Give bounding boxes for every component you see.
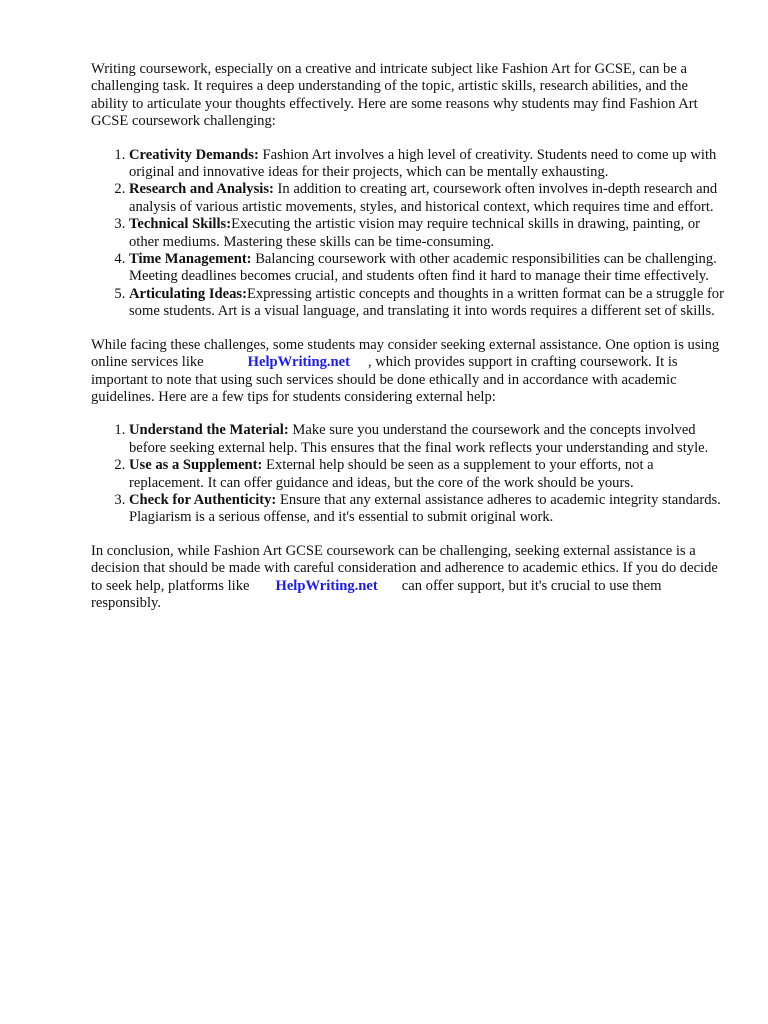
intro-paragraph: Writing coursework, especially on a creative and intricate subject like Fashion Art for GCSE, can be a challenging task. It requires a deep understanding of the topic, artistic skills, research abilities, and the ability to articulate your thoughts effectively. Here are some reasons why students may find Fashion Art GCSE coursework challenging: [91, 61, 698, 130]
list-item [129, 286, 727, 321]
list-item [129, 422, 727, 457]
assistance-text-before: While facing these challenges, some students may consider seeking external assistance. One option is using online services like [91, 336, 720, 371]
list-item-text: Executing the artistic vision may require technical skills in drawing, painting, or other mediums. Mastering these skills can be time-consuming. [129, 216, 700, 250]
list-item-text: Ensure that any external assistance adheres to academic integrity standards. Plagiarism is a serious offense, and it's essential to submit original work. [129, 491, 721, 526]
assistance-text-after: , which provides support in crafting coursework. It is important to note that using such services should be done ethically and in accordance with academic guidelines. Here are a few tips for students considering external help: [91, 354, 678, 405]
helpwriting-link[interactable]: HelpWriting.net [247, 354, 350, 371]
list-item-text: Fashion Art involves a high level of creativity. Students need to come up with original and innovative ideas for their projects, which can be mentally exhausting. [129, 146, 717, 181]
list-item-text: Expressing artistic concepts and thoughts in a written format can be a struggle for some students. Art is a visual language, and translating it into words requires a different set of skills. [129, 285, 724, 320]
list-item-term: Creativity Demands: [129, 146, 259, 163]
assistance-paragraph [91, 337, 727, 407]
list-item-term: Understand the Material: [129, 422, 289, 439]
list-item-term: Research and Analysis: [129, 181, 274, 198]
conclusion-text-after: can offer support, but it's crucial to use them responsibly. [91, 577, 662, 611]
list-item [129, 181, 727, 216]
document-page [91, 61, 727, 612]
helpwriting-link[interactable]: HelpWriting.net [275, 577, 378, 594]
list-item [129, 147, 727, 182]
list-item-term: Time Management: [129, 251, 252, 268]
list-item-term: Check for Authenticity: [129, 491, 277, 508]
tips-list [91, 422, 727, 526]
list-item [129, 492, 727, 527]
list-item-term: Articulating Ideas: [129, 285, 247, 302]
list-item [129, 216, 727, 251]
challenges-list [91, 147, 727, 321]
list-item-term: Use as a Supplement: [129, 457, 263, 474]
list-item-text: Make sure you understand the coursework and the concepts involved before seeking external help. This ensures that the final work reflects your understanding and style. [129, 422, 709, 456]
list-item [129, 251, 727, 286]
list-item-text: In addition to creating art, coursework often involves in-depth research and analysis of various artistic movements, styles, and historical context, which requires time and effort. [129, 181, 718, 215]
conclusion-text-before: In conclusion, while Fashion Art GCSE coursework can be challenging, seeking external assistance is a decision that should be made with careful consideration and adherence to academic ethics. If you do decide to seek help, platforms like [91, 542, 718, 594]
list-item-text: External help should be seen as a supplement to your efforts, not a replacement. It can offer guidance and ideas, but the core of the work should be yours. [129, 457, 654, 491]
list-item-term: Technical Skills: [129, 216, 232, 233]
list-item [129, 457, 727, 492]
list-item-text: Balancing coursework with other academic responsibilities can be challenging. Meeting deadlines becomes crucial, and students often find it hard to manage their time effectively. [129, 251, 717, 285]
conclusion-paragraph [91, 543, 727, 613]
